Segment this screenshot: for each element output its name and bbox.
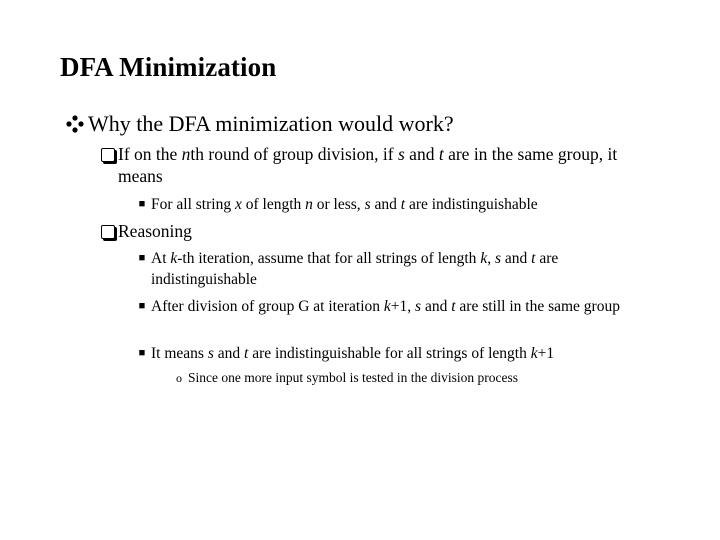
- reason-3-text: It means s and t are indistinguishable for all strings of length k+1: [151, 345, 555, 362]
- reason-3-note-text: Since one more input symbol is tested in the division process: [188, 370, 518, 385]
- slide-title: DFA Minimization: [60, 52, 277, 82]
- square-bullet-icon: ■: [138, 300, 146, 312]
- reasoning-label: Reasoning: [118, 221, 192, 241]
- reason-2-text: After division of group G at iteration k+1, s and t are still in the same group: [151, 298, 620, 315]
- reason-3-note-bullet: [170, 369, 670, 387]
- square-bullet-icon: ■: [138, 198, 146, 210]
- question-bullet: [62, 111, 682, 137]
- shadow-box-icon: [98, 220, 118, 242]
- shadow-box-icon: [98, 143, 118, 165]
- reason-item: [133, 343, 673, 364]
- reason-item: [133, 296, 663, 317]
- claim-detail-text: For all string x of length n or less, s and t are indistinguishable: [151, 196, 538, 213]
- claim-detail-bullet: [133, 194, 693, 215]
- square-bullet-icon: ■: [138, 252, 146, 264]
- claim-bullet: [98, 143, 658, 187]
- square-bullet-icon: ■: [138, 347, 146, 359]
- reason-item: [133, 248, 653, 290]
- diamond-dots-icon: [62, 111, 88, 137]
- question-text: Why the DFA minimization would work?: [88, 111, 454, 136]
- reason-1-text: At k-th iteration, assume that for all strings of length k, s and t are indistinguishable: [151, 250, 559, 288]
- reasoning-bullet: [98, 220, 658, 242]
- claim-text: If on the nth round of group division, if s and t are in the same group, it means: [118, 144, 618, 186]
- circle-bullet-icon: o: [176, 371, 182, 385]
